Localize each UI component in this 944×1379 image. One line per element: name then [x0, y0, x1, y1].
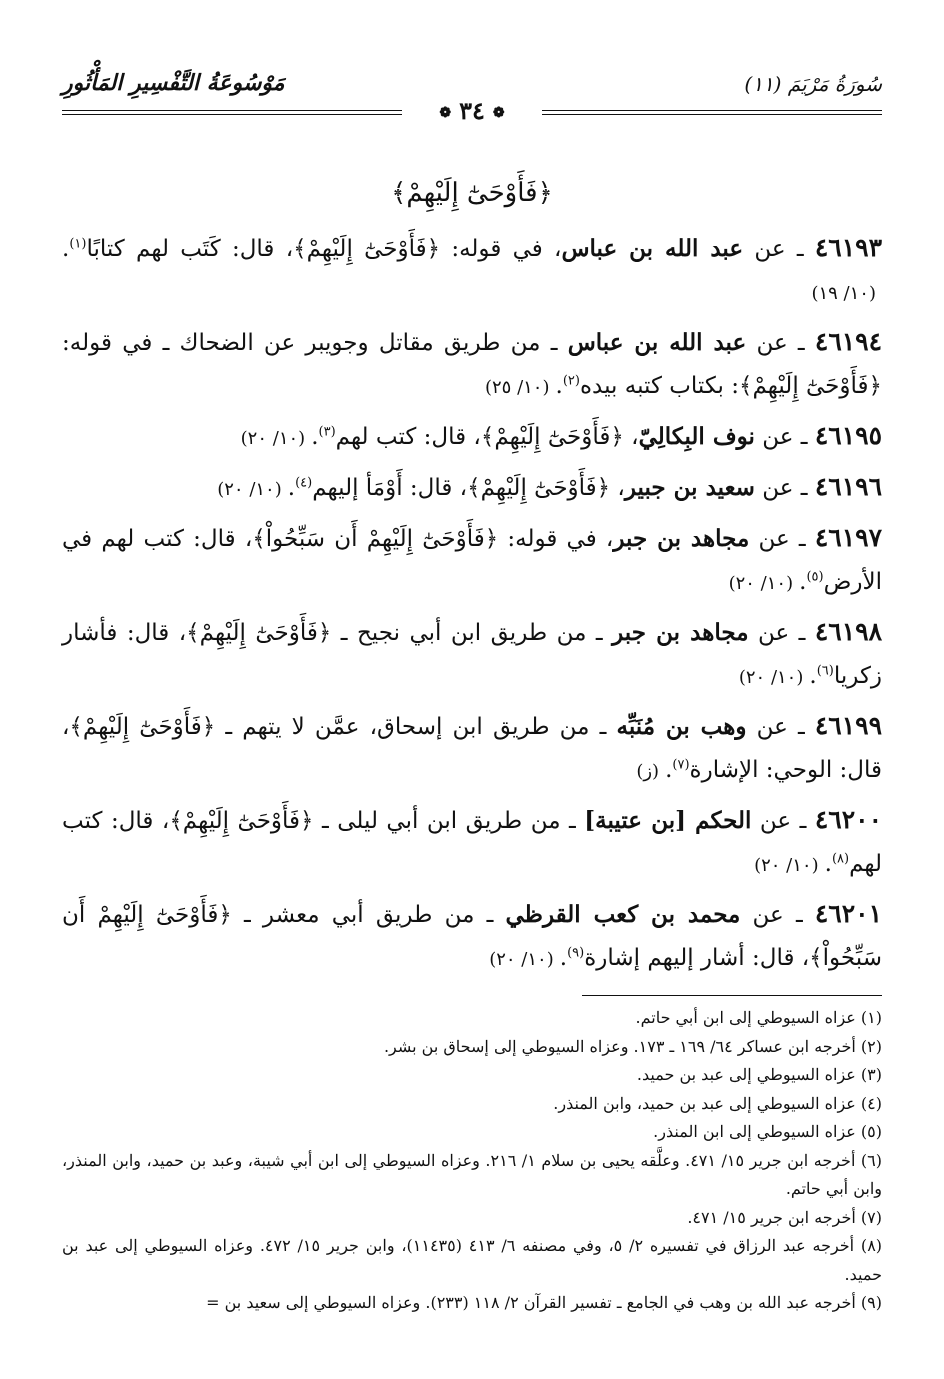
- narrator-name: سعيد بن جبير: [624, 474, 755, 501]
- footnote-marker[interactable]: (٧): [672, 757, 690, 773]
- book-page: [62, 52, 882, 1352]
- volume-reference: (١٠/ ٢٠): [217, 479, 282, 500]
- volume-reference: (١٠/ ٢٠): [240, 428, 306, 449]
- footnote-marker[interactable]: (٤): [295, 475, 313, 491]
- page-number: ٣٤: [459, 96, 485, 125]
- volume-reference: (١٠/ ٢٥): [484, 377, 550, 398]
- footnote-marker[interactable]: (٩): [567, 945, 585, 961]
- ornament-icon: ❁: [439, 104, 452, 121]
- narration-text: ، ﴿فَأَوْحَىٰٓ إِلَيْهِمْ﴾، قال: أَوْمَأ إليهم: [312, 475, 625, 501]
- volume-reference: (١٠/ ٢٠): [738, 667, 804, 688]
- narration-number: ٤٦١٩٤: [814, 327, 883, 356]
- footnote: (٦) أخرجه ابن جرير ١٥/ ٤٧١. وعلَّقه يحيى بن سلام ١/ ٢١٦. وعزاه السيوطي إلى ابن أبي شيبة، وعبد بن حميد، وابن المنذر، وابن أبي حاتم.: [62, 1150, 882, 1198]
- narration-prefix: ـ عن: [749, 526, 806, 552]
- surah-title: سُورَةُ مَرْيَمَ (١١): [744, 72, 882, 96]
- narration-prefix: ـ عن: [746, 714, 805, 740]
- narration-number: ٤٦١٩٨: [814, 617, 883, 646]
- footnote: (٢) أخرجه ابن عساكر ٦٤/ ١٦٩ ـ ١٧٣. وعزاه السيوطي إلى إسحاق بن بشر.: [383, 1036, 882, 1056]
- narration-prefix: ـ عن: [746, 330, 805, 356]
- narration-number: ٤٦١٩٣: [814, 233, 883, 262]
- narration-end: .: [555, 373, 563, 399]
- narration-number: ٤٦١٩٩: [814, 711, 882, 740]
- narration-end: .: [559, 945, 568, 971]
- narration-number: ٤٦٢٠٠: [814, 805, 883, 834]
- narration-prefix: ـ عن: [754, 424, 808, 450]
- narration-text: ، في قوله: ﴿فَأَوْحَىٰٓ إِلَيْهِمْ﴾، قال: كَتَب لهم كتابًا: [86, 236, 562, 262]
- narration-entry: [62, 798, 882, 887]
- footnote-marker[interactable]: (١): [69, 236, 87, 252]
- footnote-separator: [582, 995, 882, 996]
- narration-end: .: [665, 757, 673, 783]
- narration-text: ـ من طريق ابن إسحاق، عمَّن لا يتهم ـ ﴿فَأَوْحَىٰٓ إِلَيْهِمْ﴾، قال: الوحي: الإشارة: [62, 714, 882, 783]
- running-header: [62, 52, 882, 96]
- footnote-marker[interactable]: (٦): [816, 663, 834, 679]
- volume-reference: (١٠/ ٢٠): [489, 949, 554, 970]
- narration-prefix: ـ عن: [743, 236, 804, 262]
- narration-entry: [62, 892, 882, 981]
- footnote-marker[interactable]: (٣): [318, 424, 336, 440]
- volume-reference: (١٠/ ٢٠): [754, 855, 819, 876]
- footnote-marker[interactable]: (٢): [562, 373, 580, 389]
- footnote: (٧) أخرجه ابن جرير ١٥/ ٤٧١.: [687, 1207, 882, 1227]
- ornament-icon: ❁: [492, 104, 505, 121]
- footnote: (٣) عزاه السيوطي إلى عبد بن حميد.: [636, 1065, 882, 1084]
- narration-text: ـ من طريق مقاتل وجويبر عن الضحاك ـ في قوله: ﴿فَأَوْحَىٰٓ إِلَيْهِمْ﴾: بكتاب كتبه بيده: [62, 330, 882, 399]
- narration-text: ، ﴿فَأَوْحَىٰٓ إِلَيْهِمْ﴾، قال: كتب لهم: [335, 424, 639, 450]
- narration-number: ٤٦١٩٥: [814, 421, 882, 450]
- volume-reference: (ز): [636, 761, 660, 782]
- narration-entry: [62, 610, 882, 699]
- ayah-heading: ﴿فَأَوْحَىٰٓ إِلَيْهِمْ﴾: [391, 178, 553, 208]
- narration-prefix: ـ عن: [740, 902, 803, 928]
- footnote: (٤) عزاه السيوطي إلى عبد بن حميد، وابن المنذر.: [553, 1093, 882, 1113]
- narrator-name: نوف البِكالِيّ: [638, 423, 755, 450]
- narration-end: .: [62, 236, 70, 262]
- narration-end: .: [287, 475, 296, 501]
- narration-entry: [62, 516, 882, 605]
- footnote-marker[interactable]: (٨): [831, 851, 850, 867]
- narration-entry: [62, 226, 882, 315]
- book-title: مَوْسُوعَةُ التَّفْسِيرِ المَأْثُورِ: [62, 70, 285, 96]
- header-rule: [62, 96, 882, 125]
- header-rule-left-thin: [62, 114, 402, 115]
- narrator-name: مجاهد بن جبر: [613, 525, 750, 552]
- narration-number: ٤٦٢٠١: [814, 899, 882, 928]
- narration-end: .: [311, 424, 319, 450]
- narrator-name: عبد الله بن عباس: [567, 329, 747, 356]
- narration-entry: [62, 414, 882, 460]
- narrator-name: مجاهد بن جبر: [612, 619, 749, 646]
- header-rule-right: [542, 110, 882, 111]
- narration-prefix: ـ عن: [748, 620, 806, 646]
- narration-entry: [62, 465, 882, 511]
- narration-text: ـ من طريق ابن أبي ليلى ـ ﴿فَأَوْحَىٰٓ إِلَيْهِمْ﴾، قال: كتب لهم: [62, 808, 882, 877]
- volume-reference: (١٠/ ١٩): [811, 283, 876, 304]
- narrator-name: وهب بن مُنَبِّه: [616, 713, 747, 740]
- narration-text: ـ من طريق ابن أبي نجيح ـ ﴿فَأَوْحَىٰٓ إِلَيْهِمْ﴾، قال: فأشار زكريا: [62, 620, 882, 689]
- narration-number: ٤٦١٩٦: [814, 472, 882, 501]
- footnotes-section: [62, 1004, 882, 1318]
- header-rule-left: [62, 110, 402, 111]
- narration-entry: [62, 320, 882, 409]
- narrations-list: [62, 226, 882, 981]
- narrator-name: الحكم [بن عتيبة]: [584, 807, 752, 834]
- page-number-block: [402, 96, 542, 125]
- footnote: (٨) أخرجه عبد الرزاق في تفسيره ٢/ ٥، وفي مصنفه ٦/ ٤١٣ (١١٤٣٥)، وابن جرير ١٥/ ٤٧٢. وعزاه السيوطي إلى عبد بن حميد.: [62, 1236, 883, 1284]
- footnote: (٩) أخرجه عبد الله بن وهب في الجامع ـ تفسير القرآن ٢/ ١١٨ (٢٣٣). وعزاه السيوطي إلى سعيد بن =: [206, 1293, 882, 1312]
- footnote: (١) عزاه السيوطي إلى ابن أبي حاتم.: [635, 1008, 882, 1027]
- volume-reference: (١٠/ ٢٠): [728, 573, 794, 594]
- header-rule-right-thin: [542, 114, 882, 115]
- narration-prefix: ـ عن: [751, 808, 807, 834]
- narration-prefix: ـ عن: [754, 475, 808, 501]
- narration-text: ـ من طريق أبي معشر ـ ﴿فَأَوْحَىٰٓ إِلَيْهِمْ أَن سَبِّحُواْ﴾، قال: أشار إليهم إشارة: [62, 902, 882, 971]
- narration-end: .: [824, 851, 832, 877]
- footnote-marker[interactable]: (٥): [806, 569, 824, 585]
- footnote: (٥) عزاه السيوطي إلى ابن المنذر.: [653, 1122, 882, 1141]
- narrator-name: محمد بن كعب القرظي: [505, 901, 741, 928]
- narration-end: .: [809, 663, 817, 689]
- narration-text: ، في قوله: ﴿فَأَوْحَىٰٓ إِلَيْهِمْ أَن سَبِّحُواْ﴾، قال: كتب لهم في الأرض: [62, 526, 882, 595]
- narration-entry: [62, 704, 882, 793]
- narrator-name: عبد الله بن عباس: [561, 235, 744, 262]
- narration-end: .: [799, 569, 807, 595]
- narration-number: ٤٦١٩٧: [814, 523, 883, 552]
